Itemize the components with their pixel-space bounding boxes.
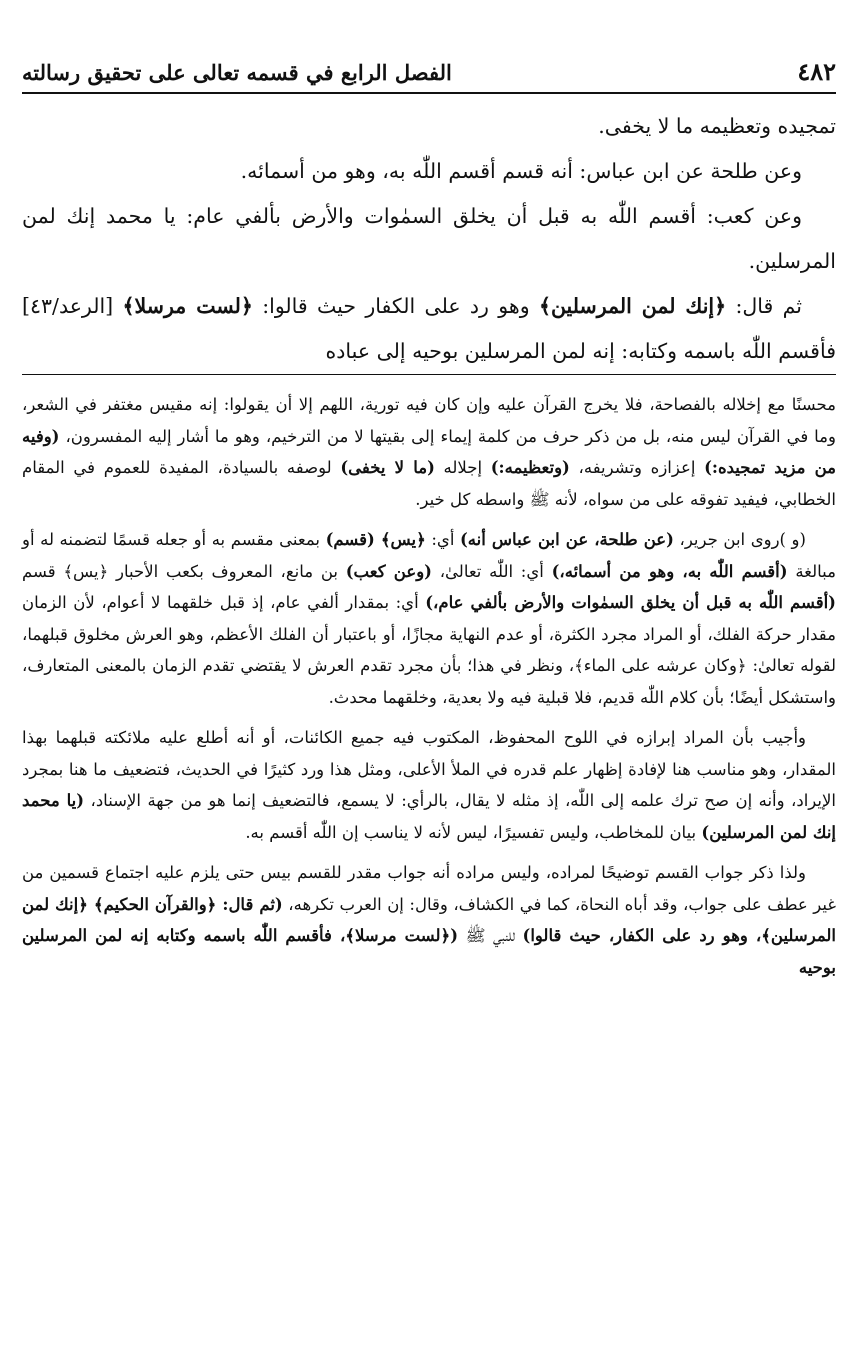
commentary-text: لوصفه بالسيادة، المفيدة للعموم في المقام الخطابي، فيفيد تفوقه على من سواه، لأنه ﷺ واسطه كل خير. [22,458,836,509]
commentary-paragraph-2 [22,524,836,713]
commentary-lemma: (﴿لست مرسلا﴾، فأقسم اللّٰه باسمه وكتابه إنه لمن المرسلين بوحيه [22,926,836,977]
commentary-lemma: ﴿يس﴾ (قسم) [325,530,426,549]
commentary-text: وأجيب بأن المراد إبرازه في اللوح المحفوظ، المكتوب فيه جميع الكائنات، أو أنه أطلع عليه ملائكته قبلهما بهذا المقدار، وهو مناسب هنا لإفادة إظهار علم قدره في الملأ الأعلى، ومثل هذا ورد كثيرًا في الحديث، فتضعيف ما هنا بمجرد الإيراد، وأنه إن صح ترك علمه إلى اللّٰه، إذ مثله لا يقال، بالرأي: لا يسمع، فالتضعيف إنما هو من جهة الإسناد، [22,728,836,810]
commentary-text: إعزازه وتشريفه، [569,458,705,477]
page-header [22,52,836,94]
commentary-lemma: (ما لا يخفى) [340,458,435,477]
commentary-lemma: (أقسم اللّٰه به قبل أن يخلق السمٰوات والأرض بألفي عام،) [425,593,836,612]
commentary-text: أي: اللّٰه تعالىٰ، [431,561,552,581]
chapter-title: الفصل الرابع في قسمه تعالى على تحقيق رسالته [22,60,452,85]
commentary-paragraph-1 [22,389,836,515]
commentary-lemma: (عن طلحة، عن ابن عباس أنه) [460,530,674,549]
main-text [22,104,836,375]
main-paragraph-3: وعن كعب: أقسم اللّٰه به قبل أن يخلق السمٰوات والأرض بألفي عام: يا محمد إنك لمن المرسلين. [22,204,836,273]
main-paragraph-1: تمجيده وتعظيمه ما لا يخفى. [598,114,836,138]
commentary-paragraph-4 [22,857,836,983]
commentary-lemma: (ثم قال: ﴿والقرآن الحكيم﴾ ﴿إنك لمن المرسلين﴾، وهو رد على الكفار، حيث قالوا) [22,894,836,945]
quran-quote: ﴿لست مرسلا﴾ [122,294,253,318]
commentary-text: بمعنى مقسم به أو جعله قسمًا لتضمنه له أو مبالغة [22,530,836,581]
commentary-text: للنبي ﷺ [458,926,523,945]
commentary-text: أي: بمقدار ألفي عام، إذ قبل خلقهما لا أعوام، لأن الزمان مقدار حركة الفلك، أو المراد مجرد الكثرة، أو عدم النهاية مجازًا، أو باعتبار أن الفلك الأعظم، وهو العرش مخلوق قبلهما، لقوله تعالىٰ: ﴿وكان عرشه على الماء﴾، ونظر في هذا؛ بأن مجرد تقدم العرش لا يقتضي تقدم الزمان بالمعنى المتعارف، واستشكل أيضًا؛ بأن كلام اللّٰه قديم، فلا قبلية فيه ولا بعدية، وخلقهما محدث. [22,593,836,707]
commentary-text: بيان للمخاطب، وليس تفسيرًا، ليس لأنه لا يناسب إن اللّٰه أقسم به. [245,822,702,842]
page [22,52,836,992]
commentary-text: بن مانع، المعروف بكعب الأحبار ﴿يس﴾ قسم [22,561,346,581]
page-number: ٤٨٢ [797,57,836,86]
commentary-lemma: (وفيه من مزيد تمجيده:) [22,426,836,477]
commentary-text: (و )روى ابن جرير، [673,530,806,549]
commentary [22,389,836,983]
main-paragraph-4 [22,284,836,375]
commentary-text: إجلاله [434,458,491,477]
main-paragraph-4-part: وهو رد على الكفار حيث قالوا: [252,294,539,318]
commentary-text: أي: [425,530,460,549]
quran-quote: ﴿إنك لمن المرسلين﴾ [538,294,727,318]
main-paragraph-4-part: ثم قال: [726,294,802,318]
main-paragraph-2: وعن طلحة عن ابن عباس: أنه قسم أقسم اللّٰه به، وهو من أسمائه. [240,159,802,183]
commentary-lemma: (أقسم اللّٰه به، وهو من أسمائه،) [551,561,788,581]
commentary-text: محسنًا مع إخلاله بالفصاحة، فلا يخرج القرآن عليه وإن كان فيه تورية، اللهم إلا أن يقولوا: إنه مقيس مغتفر في الشعر، وما في القرآن ليس منه، بل من ذكر حرف من كلمة إيماء إلى بقيتها لا من الترخيم، وهو ما أشار إليه المفسرون، [22,395,836,446]
commentary-text: ولذا ذكر جواب القسم توضيحًا لمراده، وليس مراده أنه جواب مقدر للقسم بيس حتى يلزم عليه اجتماع قسمين من غير عطف على جواب، وقد أباه النحاة، كما في الكشاف، وقال: إن العرب تكرهه، [22,863,836,914]
main-paragraph-4-part: [الرعد/٤٣] فأقسم اللّٰه باسمه وكتابه: إنه لمن المرسلين بوحيه إلى عباده [22,294,836,363]
commentary-lemma: (وعن كعب) [345,561,432,581]
commentary-paragraph-3 [22,722,836,848]
commentary-lemma: (يا محمد إنك لمن المرسلين) [22,791,836,842]
commentary-lemma: (وتعظيمه:) [490,458,570,477]
